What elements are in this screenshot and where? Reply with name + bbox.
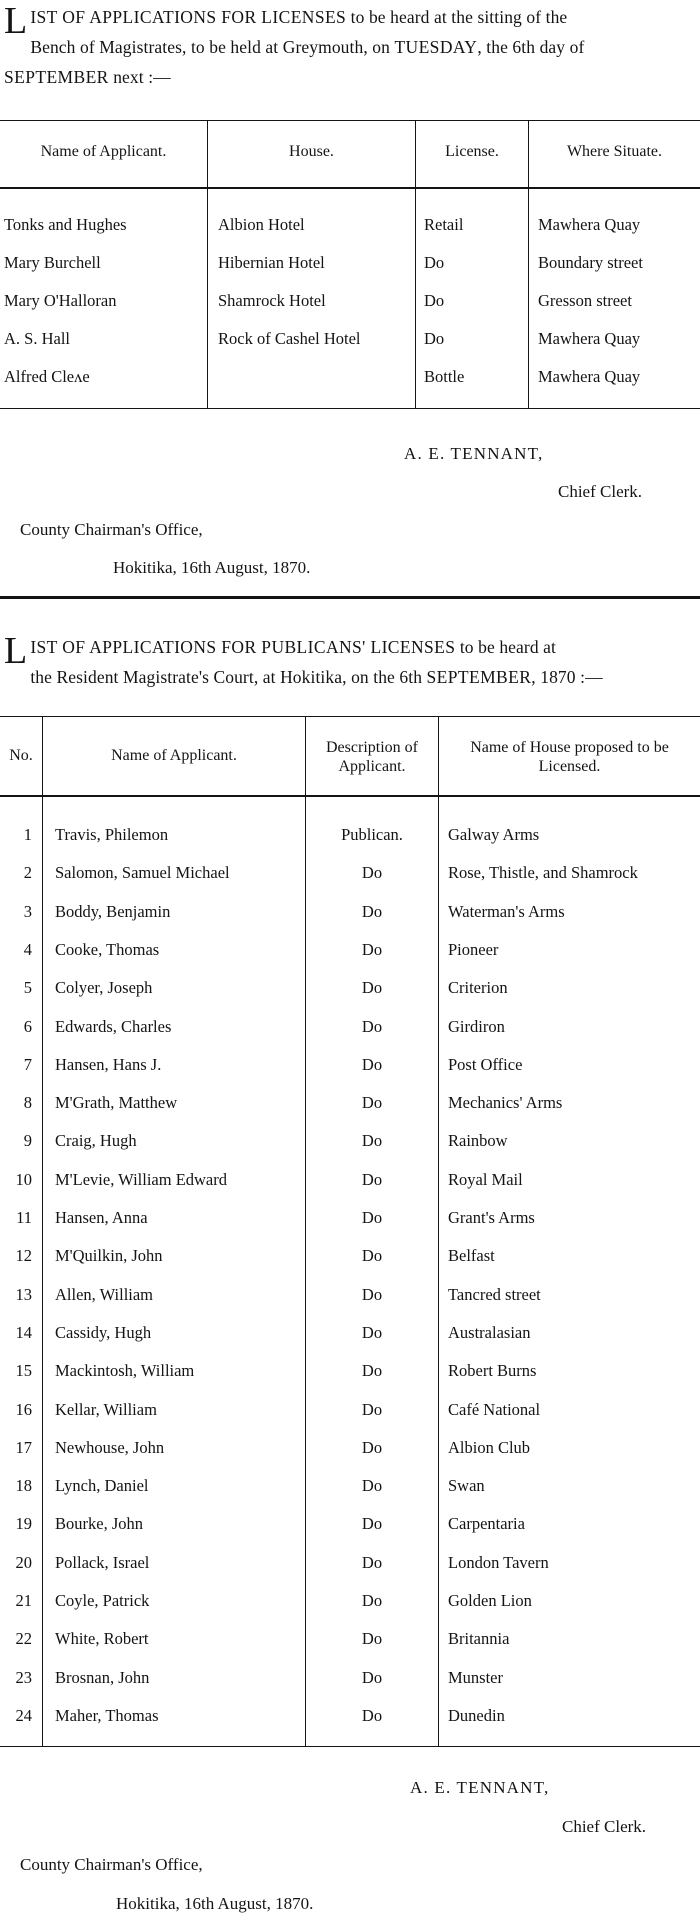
greymouth-col-header-situate: Where Situate. [566,143,663,160]
hokitika-row-number: 11 [16,1208,32,1227]
greymouth-heading-line2-end: , the 6th day of [477,37,585,57]
hokitika-heading-line2-end: , 1870 :— [531,667,603,687]
hokitika-row-house: Girdiron [448,1017,505,1036]
greymouth-col-header-house: House. [289,143,334,160]
greymouth-signatory: A. E. TENNANT, [404,444,544,463]
hokitika-row-house: Australasian [448,1323,531,1342]
hokitika-row-name: White, Robert [55,1629,149,1648]
hokitika-row-house: Carpentaria [448,1514,525,1533]
hokitika-row-number: 17 [15,1438,32,1457]
hokitika-heading-line2: the Resident Magistrate's Court, at Hokitika, on the 6th [30,667,427,687]
greymouth-row-name: Mary O'Halloran [4,291,117,310]
hokitika-row-description: Do [361,1438,383,1457]
hokitika-row-number: 20 [15,1553,32,1572]
hokitika-row-name: Allen, William [55,1285,154,1304]
greymouth-header-rule [0,187,700,189]
greymouth-heading-day: TUESDAY [394,37,478,57]
hokitika-row-name: Kellar, William [55,1400,157,1419]
hokitika-heading-text: to be heard at [455,637,556,657]
hokitika-row-description: Do [361,1476,383,1495]
hokitika-row-number: 5 [23,978,32,997]
greymouth-place-date: Hokitika, 16th August, 1870. [113,558,311,577]
hokitika-row-name: Bourke, John [55,1514,143,1533]
hokitika-place-date: Hokitika, 16th August, 1870. [116,1894,314,1913]
hokitika-header-rule [0,795,700,797]
greymouth-row-house: Albion Hotel [218,215,305,234]
hokitika-office: County Chairman's Office, [20,1855,203,1874]
hokitika-row-house: Café National [448,1400,541,1419]
hokitika-row-name: Maher, Thomas [55,1706,159,1725]
greymouth-heading-text: to be heard at the sitting of the [346,7,568,27]
greymouth-col-divider-2 [415,121,416,408]
greymouth-row-name: A. S. Hall [4,329,70,348]
hokitika-row-description: Do [361,1093,383,1112]
hokitika-row-description: Do [361,1514,383,1533]
hokitika-row-name: Salomon, Samuel Michael [55,863,230,882]
greymouth-row-name: Tonks and Hughes [4,215,127,234]
greymouth-heading-line2: Bench of Magistrates, to be held at Greymouth, on [30,37,395,57]
hokitika-row-name: M'Levie, William Edward [55,1170,228,1189]
hokitika-heading-caps: IST OF APPLICATIONS FOR PUBLICANS' LICENSES [30,637,456,657]
greymouth-col-divider-1 [207,121,208,408]
hokitika-row-house: Mechanics' Arms [448,1093,563,1112]
hokitika-row-description: Do [361,1285,383,1304]
hokitika-row-description: Do [361,940,383,959]
greymouth-table-bottom-rule [0,408,700,409]
hokitika-row-house: Pioneer [448,940,499,959]
greymouth-heading-line3-end: next :— [108,67,171,87]
notice-separator-rule [0,596,700,599]
hokitika-row-description: Do [361,902,383,921]
hokitika-signatory: A. E. TENNANT, [410,1778,550,1797]
hokitika-row-house: Munster [448,1668,503,1687]
hokitika-row-number: 22 [15,1629,32,1648]
hokitika-col-header-desc [306,738,438,776]
hokitika-row-name: Cooke, Thomas [55,940,160,959]
hokitika-row-description: Do [361,1131,383,1150]
hokitika-row-description: Do [361,1017,383,1036]
hokitika-dropcap: L [4,630,28,672]
hokitika-row-description: Do [361,1055,383,1074]
hokitika-col-divider-3 [438,717,439,1746]
hokitika-row-house: Tancred street [448,1285,541,1304]
greymouth-col-divider-3 [528,121,529,408]
hokitika-row-description: Do [361,1246,383,1265]
greymouth-row-house: Hibernian Hotel [218,253,325,272]
hokitika-row-name: M'Grath, Matthew [55,1093,178,1112]
hokitika-row-number: 3 [23,902,32,921]
hokitika-table-top-rule [0,716,700,717]
greymouth-row-license: Retail [424,215,464,234]
greymouth-row-situate: Mawhera Quay [538,367,641,386]
hokitika-heading-month: SEPTEMBER [426,667,532,687]
greymouth-table-top-rule [0,120,700,121]
hokitika-row-name: Newhouse, John [55,1438,165,1457]
hokitika-row-name: Cassidy, Hugh [55,1323,152,1342]
hokitika-row-number: 1 [23,825,32,844]
hokitika-row-name: Hansen, Hans J. [55,1055,162,1074]
hokitika-row-description: Do [361,1323,383,1342]
hokitika-row-house: Dunedin [448,1706,505,1725]
hokitika-row-house: Post Office [448,1055,523,1074]
hokitika-row-number: 4 [23,940,32,959]
hokitika-row-number: 15 [15,1361,32,1380]
hokitika-row-number: 13 [15,1285,32,1304]
greymouth-heading-month: SEPTEMBER [4,67,109,87]
greymouth-row-situate: Boundary street [538,253,643,272]
hokitika-col-header-desc-line2: Applicant. [338,758,406,775]
greymouth-row-license: Do [424,329,445,348]
greymouth-row-situate: Mawhera Quay [538,329,641,348]
hokitika-table-bottom-rule [0,1746,700,1747]
greymouth-notice-heading [4,2,696,92]
hokitika-row-house: Galway Arms [448,825,540,844]
hokitika-row-number: 23 [15,1668,32,1687]
hokitika-row-number: 8 [23,1093,32,1112]
greymouth-row-license: Bottle [424,367,465,386]
hokitika-row-description: Do [361,978,383,997]
greymouth-row-license: Do [424,291,445,310]
hokitika-row-description: Do [361,1361,383,1380]
hokitika-row-number: 2 [23,863,32,882]
hokitika-row-house: Golden Lion [448,1591,532,1610]
greymouth-office: County Chairman's Office, [20,520,203,539]
hokitika-row-house: Albion Club [448,1438,531,1457]
hokitika-row-name: M'Quilkin, John [55,1246,163,1265]
hokitika-row-number: 14 [15,1323,32,1342]
hokitika-row-name: Brosnan, John [55,1668,150,1687]
greymouth-signatory-title: Chief Clerk. [558,482,643,501]
greymouth-col-header-license: License. [445,143,499,160]
hokitika-row-name: Pollack, Israel [55,1553,150,1572]
hokitika-col-header-desc-line1: Description of [326,739,418,756]
hokitika-row-description: Do [361,863,383,882]
hokitika-row-house: London Tavern [448,1553,549,1572]
greymouth-row-name: Alfred Cleʌe [4,367,90,386]
hokitika-row-description: Do [361,1170,383,1189]
hokitika-row-house: Criterion [448,978,508,997]
hokitika-row-description: Do [361,1706,383,1725]
hokitika-row-name: Lynch, Daniel [55,1476,149,1495]
hokitika-row-house: Rainbow [448,1131,508,1150]
hokitika-row-number: 6 [23,1017,32,1036]
hokitika-row-number: 18 [15,1476,32,1495]
hokitika-row-description: Do [361,1553,383,1572]
hokitika-row-house: Robert Burns [448,1361,537,1380]
hokitika-row-description: Publican. [341,825,403,844]
hokitika-row-number: 9 [23,1131,32,1150]
hokitika-row-name: Mackintosh, William [55,1361,195,1380]
hokitika-row-description: Do [361,1668,383,1687]
greymouth-col-header-name: Name of Applicant. [40,143,167,160]
hokitika-row-house: Royal Mail [448,1170,523,1189]
hokitika-row-name: Edwards, Charles [55,1017,172,1036]
hokitika-row-name: Coyle, Patrick [55,1591,150,1610]
greymouth-dropcap: L [4,0,28,42]
hokitika-row-house: Britannia [448,1629,510,1648]
hokitika-col-header-no: No. [9,747,33,764]
hokitika-row-name: Hansen, Anna [55,1208,148,1227]
hokitika-row-name: Craig, Hugh [55,1131,137,1150]
hokitika-row-name: Colyer, Joseph [55,978,153,997]
hokitika-row-house: Rose, Thistle, and Shamrock [448,863,638,882]
hokitika-row-number: 21 [15,1591,32,1610]
hokitika-row-description: Do [361,1591,383,1610]
greymouth-row-situate: Mawhera Quay [538,215,641,234]
greymouth-row-house: Rock of Cashel Hotel [218,329,361,348]
hokitika-row-description: Do [361,1629,383,1648]
hokitika-row-number: 16 [15,1400,32,1419]
hokitika-signatory-title: Chief Clerk. [562,1817,647,1836]
hokitika-col-header-house [439,738,700,776]
hokitika-row-name: Travis, Philemon [55,825,169,844]
greymouth-row-house: Shamrock Hotel [218,291,326,310]
hokitika-row-number: 19 [15,1514,32,1533]
hokitika-row-house: Grant's Arms [448,1208,535,1227]
hokitika-row-description: Do [361,1208,383,1227]
hokitika-row-description: Do [361,1400,383,1419]
hokitika-row-house: Belfast [448,1246,495,1265]
hokitika-col-header-house-line2: Licensed. [538,758,601,775]
hokitika-col-divider-1 [42,717,43,1746]
greymouth-heading-caps: IST OF APPLICATIONS FOR LICENSES [30,7,347,27]
hokitika-row-number: 7 [23,1055,32,1074]
hokitika-row-name: Boddy, Benjamin [55,902,171,921]
greymouth-row-license: Do [424,253,445,272]
hokitika-row-number: 12 [15,1246,32,1265]
hokitika-row-house: Waterman's Arms [448,902,565,921]
hokitika-row-house: Swan [448,1476,485,1495]
hokitika-row-number: 24 [15,1706,32,1725]
hokitika-col-header-name: Name of Applicant. [111,747,237,764]
greymouth-row-name: Mary Burchell [4,253,101,272]
hokitika-notice-heading [4,632,696,692]
greymouth-row-situate: Gresson street [538,291,632,310]
hokitika-col-header-house-line1: Name of House proposed to be [470,739,669,756]
hokitika-row-number: 10 [15,1170,32,1189]
